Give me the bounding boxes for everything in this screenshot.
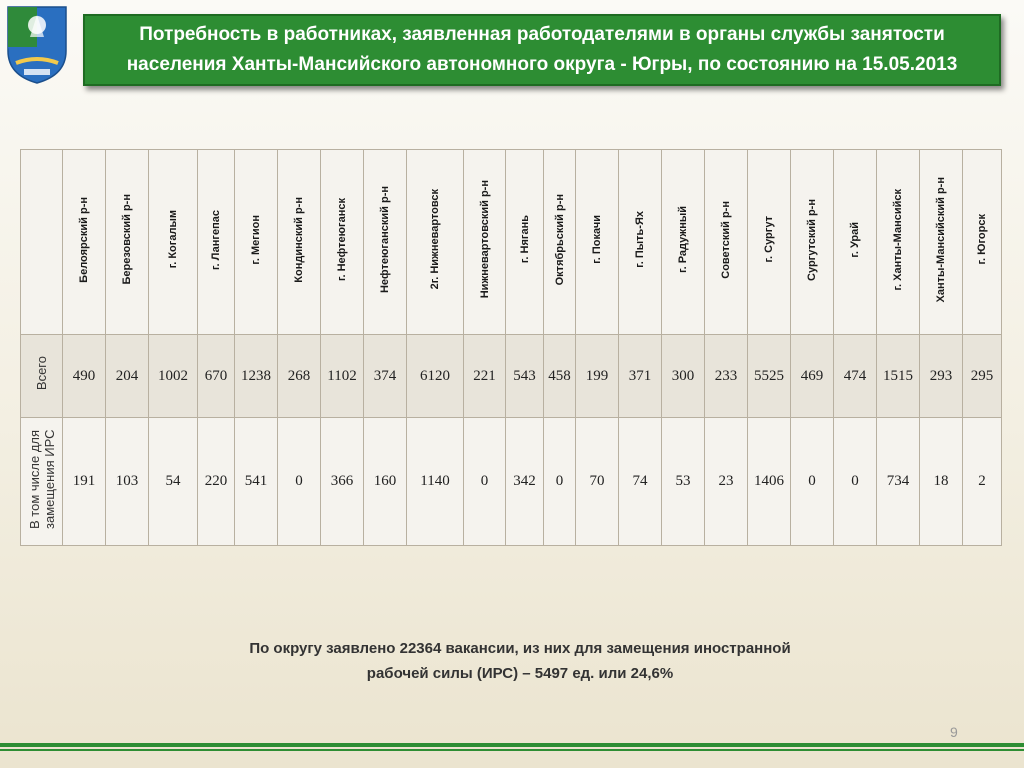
- value-cell: 1406: [748, 418, 791, 546]
- value-cell: 191: [63, 418, 106, 546]
- column-label: Октябрьский р-н: [553, 193, 566, 286]
- value-cell: 458: [544, 335, 576, 418]
- summary-line-2: рабочей силы (ИРС) – 5497 ед. или 24,6%: [366, 665, 674, 682]
- column-label: г. Лангепас: [210, 209, 222, 270]
- header-cell: [278, 150, 321, 335]
- column-label: г. Мегион: [250, 214, 262, 265]
- header-cell: [920, 150, 963, 335]
- summary-text: [180, 636, 860, 686]
- page-number: 9: [950, 724, 958, 740]
- vacancy-table: [20, 149, 1002, 546]
- header-cell: [705, 150, 748, 335]
- value-cell: 220: [198, 418, 235, 546]
- value-cell: 374: [364, 335, 407, 418]
- value-cell: 0: [791, 418, 834, 546]
- value-cell: 18: [920, 418, 963, 546]
- value-cell: 199: [576, 335, 619, 418]
- table-row-total: [21, 335, 1002, 418]
- column-label: г. Радужный: [677, 206, 689, 273]
- value-cell: 0: [544, 418, 576, 546]
- corner-cell: [21, 150, 63, 335]
- value-cell: 300: [662, 335, 705, 418]
- header-cell: [576, 150, 619, 335]
- value-cell: 1002: [149, 335, 198, 418]
- value-cell: 5525: [748, 335, 791, 418]
- value-cell: 2: [963, 418, 1002, 546]
- value-cell: 541: [235, 418, 278, 546]
- value-cell: 53: [662, 418, 705, 546]
- column-label: г. Сургут: [763, 216, 775, 263]
- column-label: г. Урай: [849, 221, 861, 258]
- value-cell: 490: [63, 335, 106, 418]
- value-cell: 204: [106, 335, 149, 418]
- footer-divider: [0, 743, 1024, 747]
- value-cell: 371: [619, 335, 662, 418]
- header-cell: [149, 150, 198, 335]
- value-cell: 670: [198, 335, 235, 418]
- header-cell: [321, 150, 364, 335]
- slide-title: [83, 14, 1001, 86]
- row-label-total: Всего: [34, 356, 49, 391]
- column-label: г. Пыть-Ях: [634, 211, 646, 268]
- value-cell: 543: [506, 335, 544, 418]
- value-cell: 74: [619, 418, 662, 546]
- value-cell: 6120: [407, 335, 464, 418]
- header-cell: [544, 150, 576, 335]
- value-cell: 1238: [235, 335, 278, 418]
- column-label: г. Когалым: [167, 210, 179, 269]
- header-cell: [619, 150, 662, 335]
- header-cell: [198, 150, 235, 335]
- value-cell: 734: [877, 418, 920, 546]
- value-cell: 1515: [877, 335, 920, 418]
- row-label-cell: [21, 418, 63, 546]
- table-header-row: [21, 150, 1002, 335]
- column-label: г. Нягань: [518, 215, 531, 264]
- value-cell: 70: [576, 418, 619, 546]
- value-cell: 366: [321, 418, 364, 546]
- value-cell: 233: [705, 335, 748, 418]
- value-cell: 0: [464, 418, 506, 546]
- value-cell: 342: [506, 418, 544, 546]
- coat-of-arms-icon: [4, 3, 70, 85]
- header-cell: [877, 150, 920, 335]
- column-label: 2г. Нижневартовск: [429, 189, 441, 290]
- value-cell: 23: [705, 418, 748, 546]
- column-label: Кондинский р-н: [293, 196, 305, 283]
- summary-line-1: По округу заявлено 22364 вакансии, из них для замещения иностранной: [249, 640, 791, 657]
- header-cell: [748, 150, 791, 335]
- header-cell: [235, 150, 278, 335]
- header-cell: [963, 150, 1002, 335]
- header-cell: [834, 150, 877, 335]
- title-line-2: населения Ханты-Мансийского автономного округа - Югры, по состоянию на 15.05.2013: [126, 54, 958, 75]
- row-label-cell: [21, 335, 63, 418]
- header-cell: [63, 150, 106, 335]
- header-cell: [464, 150, 506, 335]
- value-cell: 0: [278, 418, 321, 546]
- value-cell: 160: [364, 418, 407, 546]
- header-cell: [506, 150, 544, 335]
- value-cell: 0: [834, 418, 877, 546]
- column-label: Ханты-Мансийский р-н: [935, 176, 947, 303]
- column-label: Советский р-н: [720, 200, 732, 279]
- header-cell: [791, 150, 834, 335]
- column-label: г. Нефтеюганск: [336, 198, 348, 281]
- table-row-irs: [21, 418, 1002, 546]
- column-label: Березовский р-н: [121, 194, 133, 285]
- value-cell: 293: [920, 335, 963, 418]
- value-cell: 474: [834, 335, 877, 418]
- header-cell: [364, 150, 407, 335]
- header-cell: [407, 150, 464, 335]
- header-cell: [662, 150, 705, 335]
- value-cell: 1140: [407, 418, 464, 546]
- column-label: Сургутский р-н: [806, 198, 818, 281]
- value-cell: 103: [106, 418, 149, 546]
- value-cell: 295: [963, 335, 1002, 418]
- column-label: г. Ханты-Мансийск: [892, 188, 904, 291]
- footer-divider-thin: [0, 749, 1024, 751]
- value-cell: 268: [278, 335, 321, 418]
- row-label-irs: В том числе для замещения ИРС: [26, 429, 57, 529]
- column-label: г. Покачи: [591, 215, 603, 264]
- column-label: г. Югорск: [976, 214, 988, 265]
- column-label: Нижневартовский р-н: [478, 180, 491, 299]
- value-cell: 221: [464, 335, 506, 418]
- value-cell: 1102: [321, 335, 364, 418]
- title-line-1: Потребность в работниках, заявленная работодателями в органы службы занятости: [139, 24, 945, 45]
- value-cell: 469: [791, 335, 834, 418]
- header-cell: [106, 150, 149, 335]
- value-cell: 54: [149, 418, 198, 546]
- column-label: Белоярский р-н: [78, 196, 90, 283]
- column-label: Нефтеюганский р-н: [379, 185, 391, 293]
